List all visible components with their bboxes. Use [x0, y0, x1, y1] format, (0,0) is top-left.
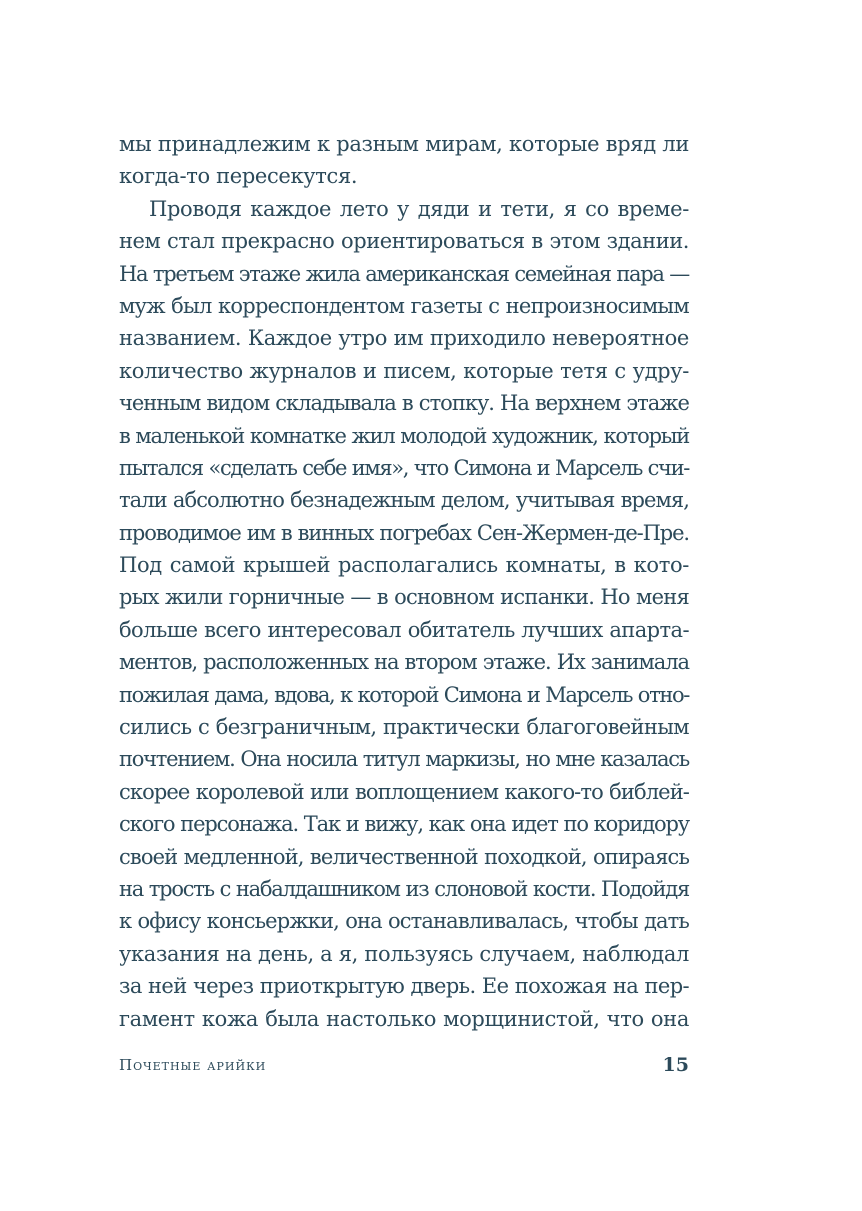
body-text	[119, 128, 689, 1035]
text-line: в маленькой комнатке жил молодой художник, который	[119, 423, 689, 448]
text-line: скорее королевой или воплощением какого-то библей-	[119, 779, 689, 804]
text-line: ментов, расположенных на втором этаже. Их занимала	[119, 650, 689, 675]
text-line: сились с безграничным, практически благоговейным	[119, 715, 689, 740]
text-line: ченным видом складывала в стопку. На верхнем этаже	[119, 391, 689, 416]
text-line: названием. Каждое утро им приходило невероятное	[119, 326, 689, 351]
running-title: Почетные арийки	[119, 1056, 267, 1074]
text-line: пожилая дама, вдова, к которой Симона и Марсель отно-	[119, 682, 689, 707]
text-line: мы принадлежим к разным мирам, которые вряд ли	[119, 132, 689, 156]
page-footer	[119, 1054, 689, 1084]
text-line: ского персонажа. Так и вижу, как она идет по коридору	[119, 812, 689, 837]
text-line: на трость с набалдашником из слоновой кости. Подойдя	[119, 876, 689, 901]
text-line: тали абсолютно безнадежным делом, учитывая время,	[119, 488, 689, 513]
text-line: своей медленной, величественной походкой, опираясь	[119, 844, 689, 869]
text-line: больше всего интересовал обитатель лучших апарта-	[119, 617, 689, 642]
text-line: нем стал прекрасно ориентироваться в этом здании.	[119, 229, 689, 254]
text-line: почтением. Она носила титул маркизы, но мне казалась	[119, 747, 689, 772]
text-line: за ней через приоткрытую дверь. Ее похожая на пер-	[119, 974, 689, 999]
text-line: проводимое им в винных погребах Сен-Жермен-де-Пре.	[119, 520, 689, 545]
text-line: муж был корреспондентом газеты с непроизносимым	[119, 293, 689, 318]
text-line: к офису консьержки, она останавливалась, чтобы дать	[119, 909, 689, 934]
text-line: когда-то пересекутся.	[119, 164, 358, 189]
text-line: указания на день, а я, пользуясь случаем, наблюдал	[119, 941, 689, 966]
text-line: Под самой крышей располагались комнаты, в кото-	[119, 553, 689, 578]
page-number: 15	[662, 1054, 689, 1076]
paragraph-first-line: Проводя каждое лето у дяди и тети, я со време-	[149, 196, 689, 221]
text-line: На третьем этаже жила американская семейная пара —	[119, 261, 689, 286]
text-line: пытался «сделать себе имя», что Симона и Марсель счи-	[119, 455, 689, 480]
text-line: гамент кожа была настолько морщинистой, что она	[119, 1006, 689, 1031]
text-line: количество журналов и писем, которые тетя с удру-	[119, 358, 689, 383]
text-line: рых жили горничные — в основном испанки. Но меня	[119, 585, 689, 610]
